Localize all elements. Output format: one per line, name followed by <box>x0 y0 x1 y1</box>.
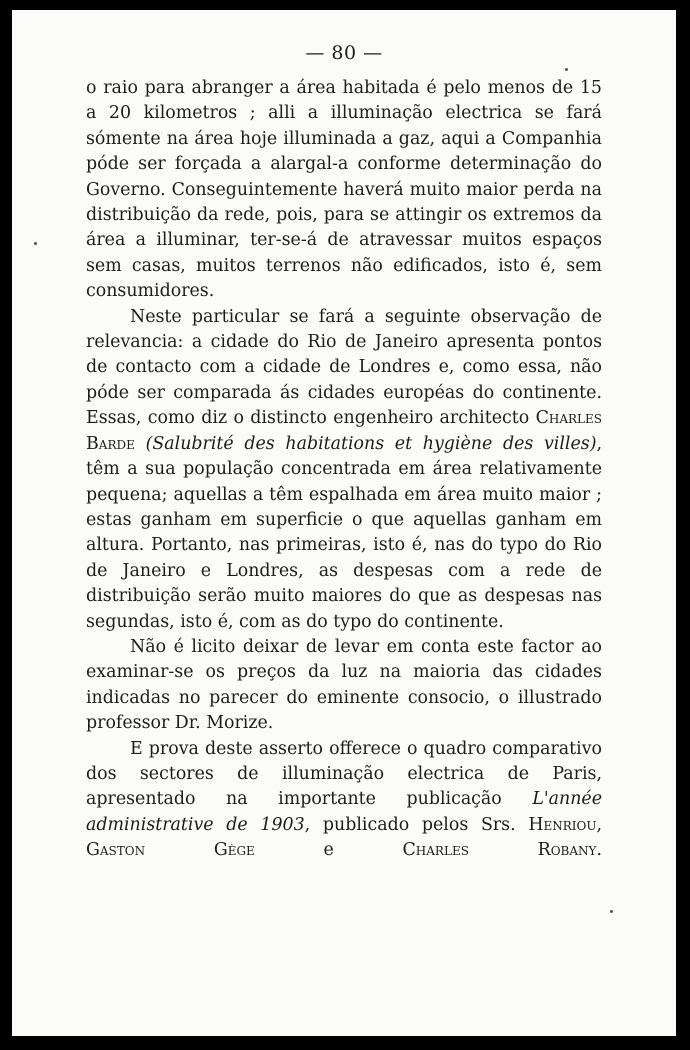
separator-text: , <box>596 814 602 835</box>
paper-speck <box>565 68 568 71</box>
paragraph-proof <box>86 737 602 864</box>
paragraph-text: , publicado pelos Srs. <box>304 814 529 835</box>
book-page <box>12 10 676 1036</box>
author-name: Charles Robany <box>402 840 597 861</box>
publication-title: L'année administrative de 1903 <box>86 789 602 835</box>
page-number: — 80 — <box>305 42 383 64</box>
paragraph-text: , têm a sua população concentrada em área relativamente pequena; aquellas a têm espalhada em área muito maior ; estas ganham em superficie o que aquellas ganham em altura. Portanto, nas primeiras, isto é, nas do typo do Rio de Janeiro e Londres, as despesas com a rede de distribuição serão muito maiores do que as despesas nas segundas, isto é, com as do typo do continente. <box>86 433 603 632</box>
paragraph-text: Neste particular se fará a seguinte observação de relevancia: a cidade do Rio de Janeiro apresenta pontos de contacto com a cidade de Londres e, como essa, não póde ser comparada ás cidades européas do continente. Essas, como diz o distincto engenheiro architecto <box>86 306 602 429</box>
paragraph-continuation: o raio para abranger a área habitada é pelo menos de 15 a 20 kilometros ; alli a illuminação electrica se fará sómente na área hoje illuminada a gaz, aqui a Companhia póde ser forçada a alargal-a conforme determinação do Governo. Conseguintemente haverá muito maior perda na distribuição da rede, pois, para se attingir os extremos da área a illuminar, ter-se-á de atravessar muitos espaços sem casas, muitos terrenos não edificados, isto é, sem consumidores. <box>86 78 602 302</box>
body-text <box>86 76 602 864</box>
separator-text: e <box>254 840 403 861</box>
paragraph-factor: Não é licito deixar de levar em conta este factor ao examinar-se os preços da luz na maioria das cidades indicadas no parecer do eminente consocio, o illustrado professor Dr. Morize. <box>86 636 602 734</box>
paper-speck <box>610 910 613 913</box>
paragraph-observation <box>86 305 602 635</box>
author-name: Henriou <box>528 814 597 835</box>
paragraph-text: E prova deste asserto offerece o quadro comparativo dos sectores de illuminação electrica de Paris, apresentado na importante publicação <box>86 738 602 810</box>
separator-text: . <box>596 840 602 861</box>
cited-work-title: (Salubrité des habitations et hygiène des villes) <box>145 433 597 454</box>
author-name: Gaston Gège <box>86 840 255 861</box>
author-name: Charles Barde <box>86 408 602 454</box>
paper-speck <box>34 242 37 245</box>
